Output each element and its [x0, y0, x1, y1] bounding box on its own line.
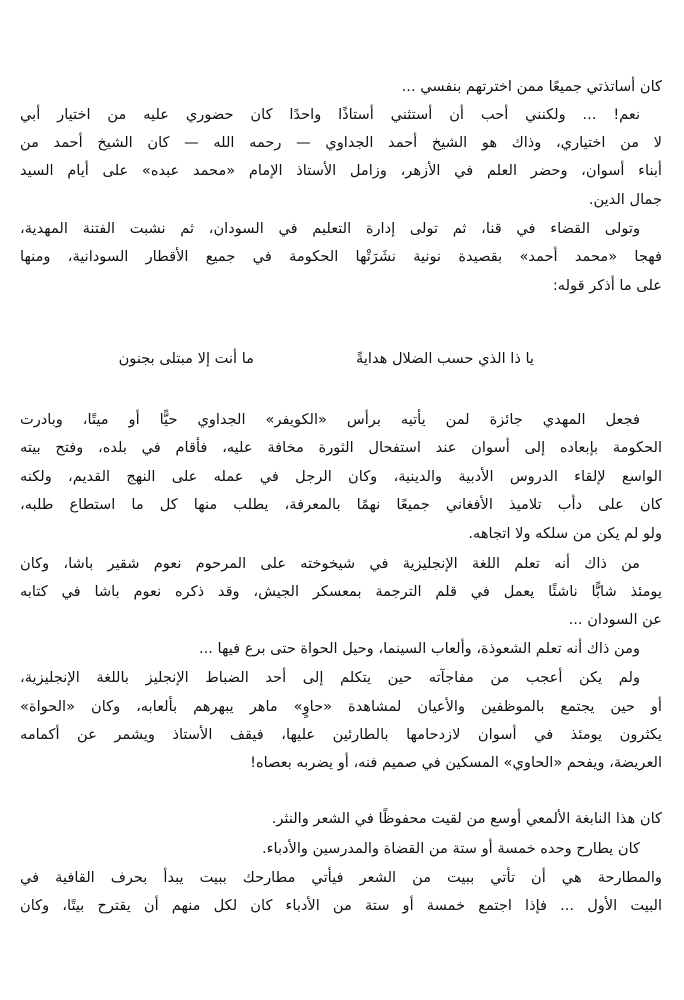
text-line: كان على دأب تلاميذ الأفغاني جميعًا نهمًا بالمعرفة، يطلب منها كل ما استطاع طلبه،: [20, 496, 662, 513]
text-line: أو حين يجتمع بالموظفين والأعيان لمشاهدة «حاوٍ» ماهر يبهرهم بألعابه، وكان «الحواة»: [20, 698, 662, 715]
text-line: كان هذا النابغة الألمعي أوسع من لقيت محفوظًا في الشعر والنثر.: [271, 810, 662, 827]
text-line: نعم! ... ولكنني أحب أن أستثني أستاذًا واحدًا كان حضوري عليه من اختيار أبي: [20, 106, 640, 123]
text-line: والمطارحة هي أن تأتي ببيت من الشعر فيأتي مطارحك ببيت يبدأ بحرف القافية في: [20, 869, 662, 886]
verse-hemistich-first: يا ذا الذي حسب الضلال هدايةً: [356, 350, 534, 367]
text-line: يكثرون يومئذ في أسوان لازدحامها بالطارئين عليها، فيقف الأستاذ ويشمر عن أكمامه: [20, 726, 662, 743]
text-line: جمال الدين.: [588, 191, 662, 208]
text-line: كان أساتذتي جميعًا ممن اخترتهم بنفسي ...: [401, 78, 662, 95]
text-line: فجعل المهدي جائزة لمن يأتيه برأس «الكويفر» الجداوي حيًّا أو ميتًا، وبادرت: [20, 411, 640, 428]
text-line: العريضة، ويفحم «الحاوي» المسكين في صميم فنه، أو يضربه بعصاه!: [250, 754, 662, 771]
text-line: يومئذ شابًّا ناشئًا يعمل في قلم الترجمة بمعسكر الجيش، وقد ذكره نعوم باشا في كتابه: [20, 583, 662, 600]
text-line: وتولى القضاء في قنا، ثم تولى إدارة التعليم في السودان، ثم نشبت الفتنة المهدية،: [20, 220, 640, 237]
text-line: الحكومة بإبعاده إلى أسوان عند استفحال الثورة مخافة عليه، فأقام في بلده، وفتح بيته: [20, 439, 662, 456]
verse-hemistich-second: ما أنت إلا مبتلى بجنون: [118, 350, 254, 367]
text-line: من ذاك أنه تعلم اللغة الإنجليزية في شيخوخته على المرحوم نعوم شقير باشا، وكان: [20, 555, 640, 572]
text-line: ولم يكن أعجب من مفاجآته حين يتكلم إلى أحد الضباط الإنجليز باللغة الإنجليزية،: [20, 669, 640, 686]
text-line: فهجا «محمد أحمد» بقصيدة نونية نشَرَتْها الحكومة في جميع الأقطار السودانية، ومنها: [20, 248, 662, 265]
text-line: عن السودان ...: [568, 611, 662, 628]
text-line: ومن ذاك أنه تعلم الشعوذة، وألعاب السينما، وحيل الحواة حتى برع فيها ...: [198, 640, 640, 657]
text-line: البيت الأول ... فإذا اجتمع خمسة أو ستة من الأدباء كان لكل منهم أن يقترح بيتًا، وكان: [20, 897, 662, 914]
text-line: كان يطارح وحده خمسة أو ستة من القضاة والمدرسين والأدباء.: [262, 840, 640, 857]
text-line: الواسع لإلقاء الدروس الأدبية والدينية، وكان الرجل في عمله على النهج القديم، ولكنه: [20, 468, 662, 485]
text-line: أبناء أسوان، وحضر العلم في الأزهر، وزامل الأستاذ الإمام «محمد عبده» على أيام السيد: [20, 162, 662, 179]
text-line: على ما أذكر قوله:: [552, 277, 662, 294]
text-line: لا من اختياري، وذاك هو الشيخ أحمد الجداوي — رحمه الله — كان الشيخ أحمد من: [20, 134, 662, 151]
text-line: ولو لم يكن من سلكه ولا اتجاهه.: [468, 525, 662, 542]
